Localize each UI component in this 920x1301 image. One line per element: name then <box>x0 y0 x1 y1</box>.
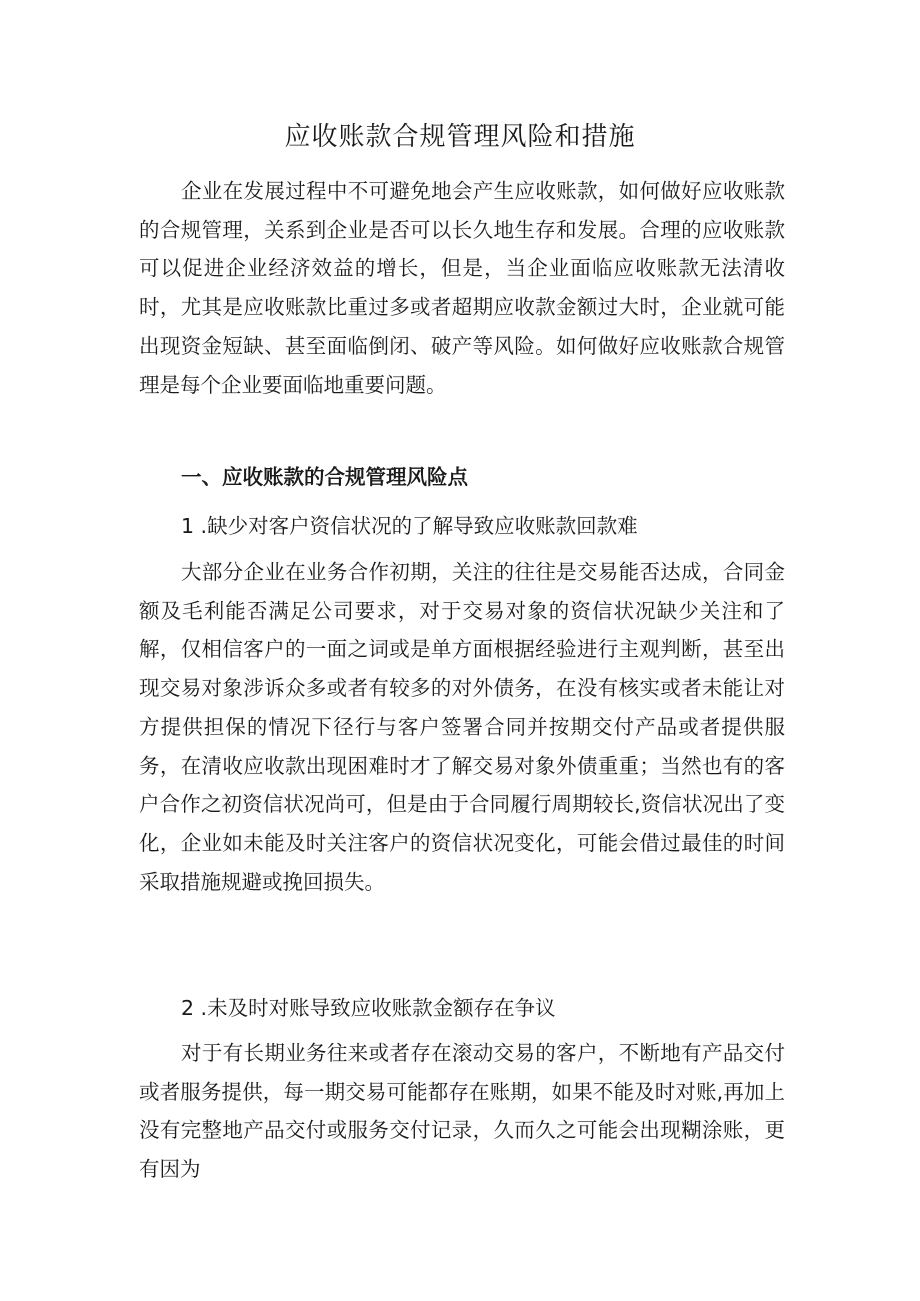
subsection-heading-2: 2 .未及时对账导致应收账款金额存在争议 <box>181 996 556 1020</box>
subsection-body-1: 大部分企业在业务合作初期，关注的往往是交易能否达成，合同金额及毛利能否满足公司要求，对于交易对象的资信状况缺少关注和了解，仅相信客户的一面之词或是单方面根据经验进行主观判断，甚至出现交易对象涉诉众多或者有较多的对外债务，在没有核实或者未能让对方提供担保的情况下径行与客户签署合同并按期交付产品或者提供服务，在清收应收款出现困难时才了解交易对象外债重重；当然也有的客户合作之初资信状况尚可，但是由于合同履行周期较长,资信状况出了变化，企业如未能及时关注客户的资信状况变化，可能会借过最佳的时间采取措施规避或挽回损失。 <box>139 560 785 894</box>
section-heading-1: 一、应收账款的合规管理风险点 <box>181 465 468 489</box>
page-title: 应收账款合规管理风险和措施 <box>284 122 636 152</box>
intro-paragraph: 企业在发展过程中不可避免地会产生应收账款，如何做好应收账款的合规管理，关系到企业是否可以长久地生存和发展。合理的应收账款可以促进企业经济效益的增长，但是，当企业面临应收账款无法清收时，尤其是应收账款比重过多或者超期应收款金额过大时，企业就可能出现资金短缺、甚至面临倒闭、破产等风险。如何做好应收账款合规管理是每个企业要面临地重要问题。 <box>139 179 785 397</box>
subsection-body-2: 对于有长期业务往来或者存在滚动交易的客户，不断地有产品交付或者服务提供，每一期交易可能都存在账期，如果不能及时对账,再加上没有完整地产品交付或服务交付记录，久而久之可能会出现糊涂账，更有因为 <box>139 1041 785 1182</box>
subsection-heading-1: 1 .缺少对客户资信状况的了解导致应收账款回款难 <box>181 514 638 538</box>
